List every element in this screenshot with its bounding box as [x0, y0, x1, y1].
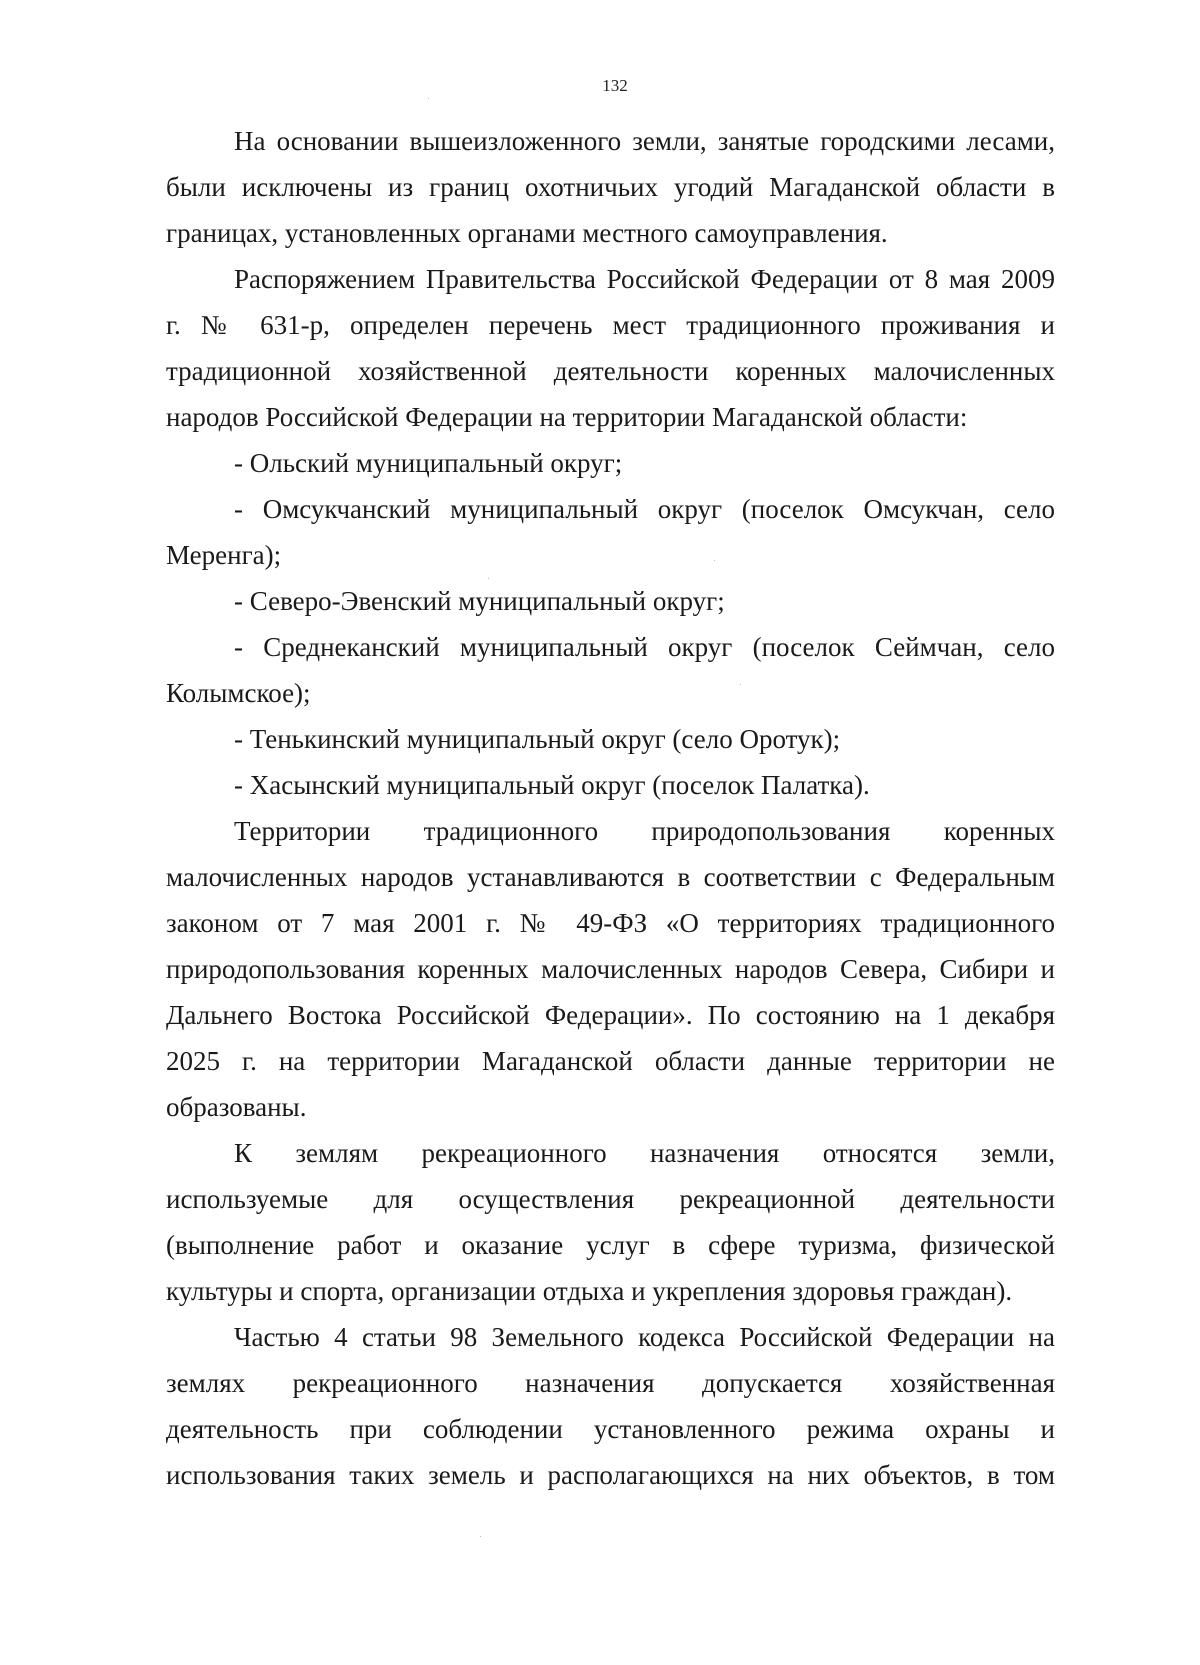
text-line: природопользования коренных малочисленных народов Севера, Сибири и: [166, 954, 1055, 984]
text-line: На основании вышеизложенного земли, занятые городскими лесами,: [234, 126, 1055, 156]
scan-speck: [428, 98, 429, 99]
text-line: народов Российской Федерации на территории Магаданской области:: [166, 402, 968, 432]
list-item: - Тенькинский муниципальный округ (село Оротук);: [234, 724, 841, 754]
text-line: культуры и спорта, организации отдыха и укрепления здоровья граждан).: [166, 1276, 1013, 1306]
text-line: Распоряжением Правительства Российской Федерации от 8 мая 2009: [234, 264, 1055, 294]
text-line: Меренга);: [166, 540, 282, 570]
page-number: 132: [602, 76, 628, 95]
text-line: образованы.: [166, 1092, 307, 1122]
text-line: Колымское);: [166, 678, 311, 708]
text-line: землях рекреационного назначения допускается хозяйственная: [166, 1368, 1055, 1398]
list-item: - Омсукчанский муниципальный округ (поселок Омсукчан, село: [234, 494, 1055, 524]
text-line: использования таких земель и располагающихся на них объектов, в том: [166, 1460, 1055, 1490]
list-item: - Хасынский муниципальный округ (поселок Палатка).: [234, 770, 870, 800]
text-line: традиционной хозяйственной деятельности коренных малочисленных: [166, 356, 1055, 386]
text-line: деятельность при соблюдении установленного режима охраны и: [166, 1414, 1055, 1444]
text-line: 2025 г. на территории Магаданской области данные территории не: [166, 1046, 1055, 1076]
text-line: Дальнего Востока Российской Федерации». По состоянию на 1 декабря: [166, 1000, 1055, 1030]
list-item: - Ольский муниципальный округ;: [234, 448, 623, 478]
text-line: границах, установленных органами местного самоуправления.: [166, 218, 888, 248]
text-line: были исключены из границ охотничьих угодий Магаданской области в: [166, 172, 1055, 202]
text-line: малочисленных народов устанавливаются в соответствии с Федеральным: [166, 862, 1055, 892]
text-line: (выполнение работ и оказание услуг в сфере туризма, физической: [166, 1230, 1055, 1260]
text-line: Территории традиционного природопользования коренных: [234, 816, 1055, 846]
scan-speck: [714, 560, 715, 561]
list-item: - Среднеканский муниципальный округ (поселок Сеймчан, село: [234, 632, 1055, 662]
scan-speck: [488, 578, 489, 579]
scan-speck: [480, 1536, 481, 1537]
text-line: Частью 4 статьи 98 Земельного кодекса Российской Федерации на: [234, 1322, 1055, 1352]
text-line: используемые для осуществления рекреационной деятельности: [166, 1184, 1055, 1214]
text-line: К землям рекреационного назначения относятся земли,: [234, 1138, 1055, 1168]
text-line: г. № 631-р, определен перечень мест традиционного проживания и: [166, 310, 1055, 340]
list-item: - Северо-Эвенский муниципальный округ;: [234, 586, 725, 616]
text-line: законом от 7 мая 2001 г. № 49-ФЗ «О территориях традиционного: [166, 908, 1055, 938]
scan-speck: [740, 684, 741, 685]
